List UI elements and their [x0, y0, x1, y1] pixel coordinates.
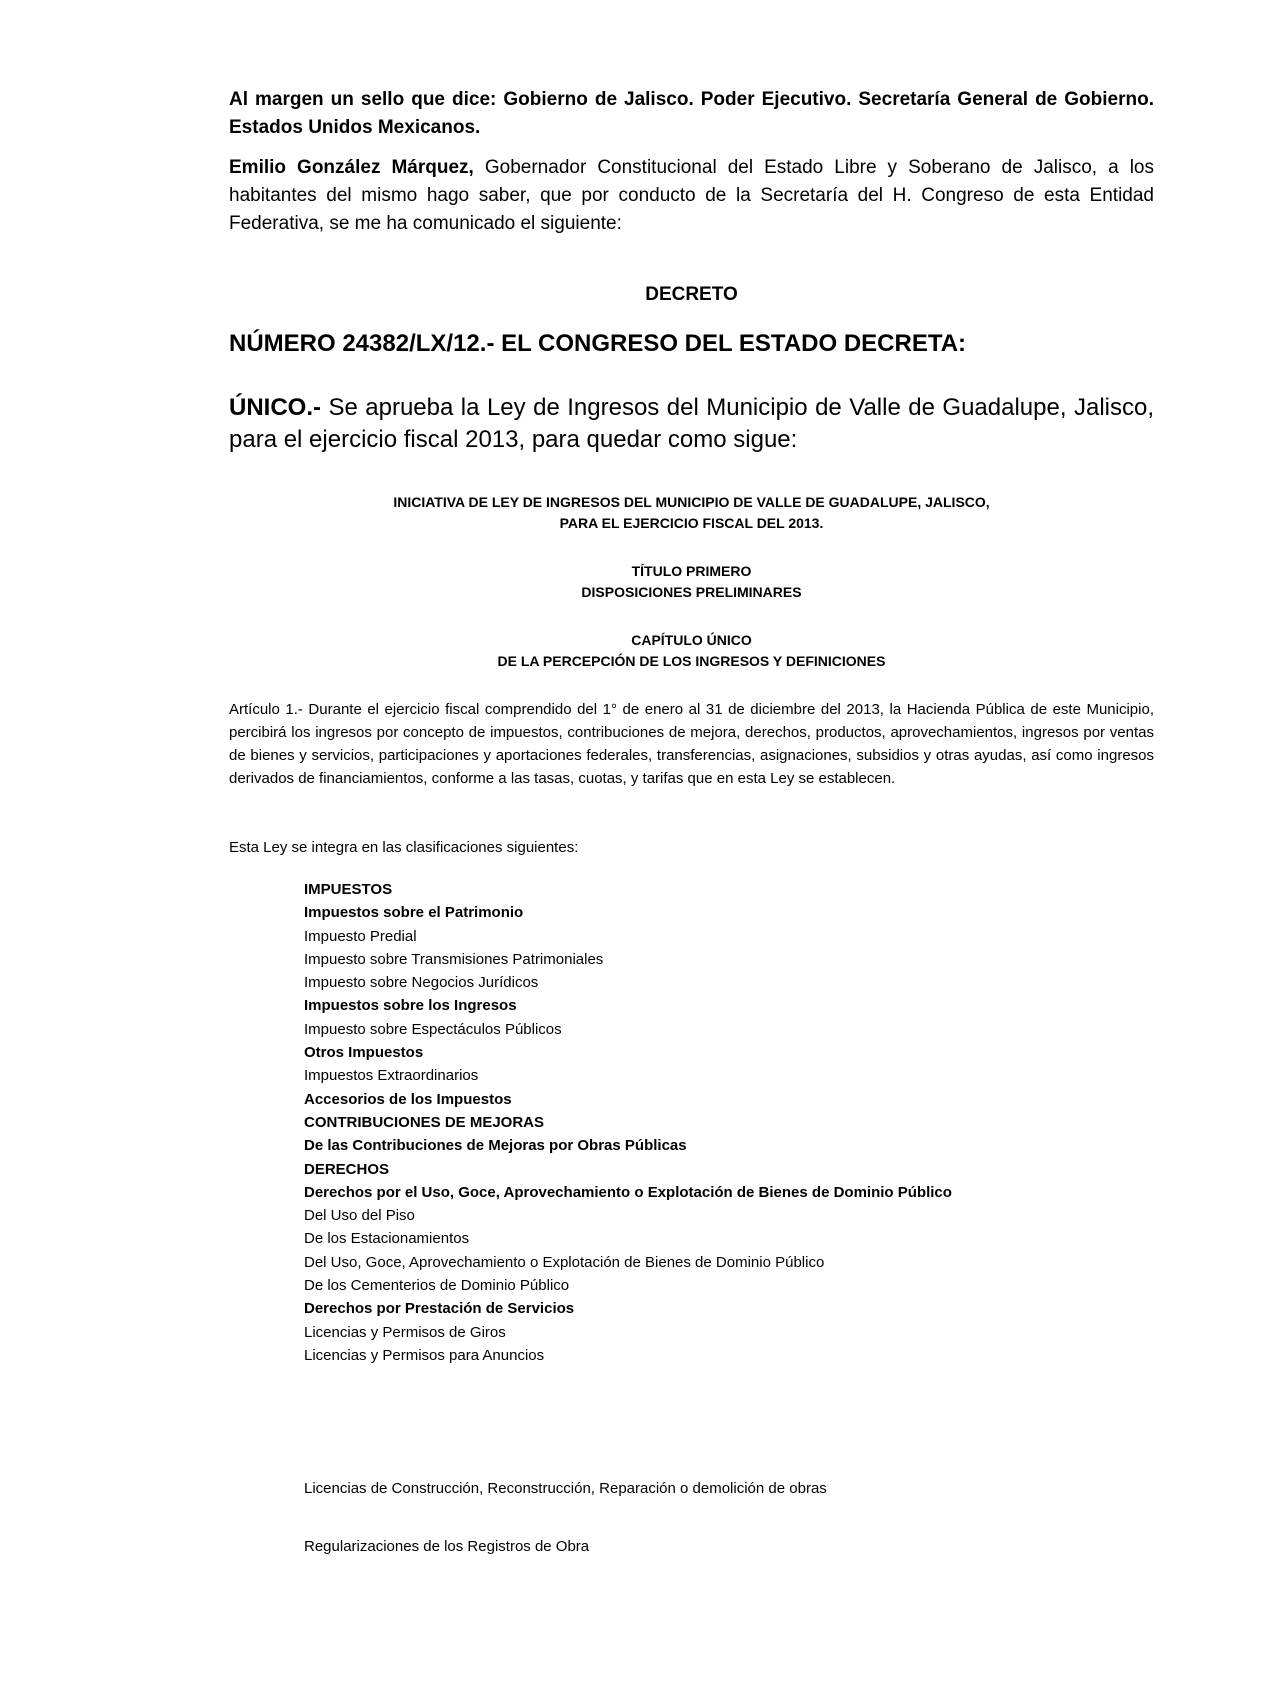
- classification-item: Impuesto sobre Transmisiones Patrimoniales: [304, 950, 604, 968]
- classification-item: Licencias y Permisos de Giros: [304, 1323, 506, 1341]
- chapter-line2: DE LA PERCEPCIÓN DE LOS INGRESOS Y DEFINICIONES: [497, 653, 886, 669]
- classification-item: DERECHOS: [304, 1160, 390, 1178]
- governor-paragraph: [229, 154, 1154, 238]
- title-primero-line1: TÍTULO PRIMERO: [631, 563, 752, 579]
- classification-item: Impuesto Predial: [304, 927, 417, 945]
- classification-list: [304, 878, 952, 1367]
- classification-item: Impuestos Extraordinarios: [304, 1067, 479, 1085]
- classification-intro: Esta Ley se integra en las clasificaciones siguientes:: [229, 839, 579, 856]
- chapter-heading: [229, 630, 1154, 672]
- classification-item: De los Estacionamientos: [304, 1230, 470, 1248]
- unico-text: Se aprueba la Ley de Ingresos del Municipio de Valle de Guadalupe, Jalisco, para el ejercicio fiscal 2013, para quedar como sigue:: [229, 394, 1154, 453]
- classification-item: Accesorios de los Impuestos: [304, 1090, 512, 1108]
- seal-text: Al margen un sello que dice: Gobierno de Jalisco. Poder Ejecutivo. Secretaría General de Gobierno. Estados Unidos Mexicanos.: [229, 89, 1154, 138]
- initiative-title: [229, 492, 1154, 534]
- governor-name: Emilio González Márquez,: [229, 157, 474, 178]
- classification-item: Impuestos sobre los Ingresos: [304, 997, 517, 1015]
- title-primero-line2: DISPOSICIONES PRELIMINARES: [581, 584, 802, 600]
- classification-item: Impuestos sobre el Patrimonio: [304, 904, 524, 922]
- classification-item: CONTRIBUCIONES DE MEJORAS: [304, 1113, 545, 1131]
- governor-text: Gobernador Constitucional del Estado Libre y Soberano de Jalisco, a los habitantes del mismo hago saber, que por conducto de la Secretaría del H. Congreso de esta Entidad Federativa, se me ha comunicado el siguiente:: [229, 157, 1154, 234]
- initiative-title-line1: INICIATIVA DE LEY DE INGRESOS DEL MUNICIPIO DE VALLE DE GUADALUPE, JALISCO,: [393, 494, 990, 510]
- trailing-item: Licencias de Construcción, Reconstrucción, Reparación o demolición de obras: [304, 1480, 827, 1497]
- classification-item: Del Uso del Piso: [304, 1207, 415, 1225]
- decree-number: NÚMERO 24382/LX/12.- EL CONGRESO DEL ESTADO DECRETA:: [229, 330, 967, 357]
- classification-item: Otros Impuestos: [304, 1044, 424, 1062]
- classification-item: De los Cementerios de Dominio Público: [304, 1277, 570, 1295]
- classification-item: Licencias y Permisos para Anuncios: [304, 1346, 545, 1364]
- classification-item: Derechos por Prestación de Servicios: [304, 1300, 575, 1318]
- classification-item: De las Contribuciones de Mejoras por Obras Públicas: [304, 1137, 687, 1155]
- seal-paragraph: [229, 86, 1154, 142]
- unico-paragraph: [229, 392, 1154, 456]
- classification-item: Del Uso, Goce, Aprovechamiento o Explotación de Bienes de Dominio Público: [304, 1253, 825, 1271]
- chapter-line1: CAPÍTULO ÚNICO: [631, 632, 752, 648]
- initiative-title-line2: PARA EL EJERCICIO FISCAL DEL 2013.: [559, 515, 824, 531]
- classification-item: IMPUESTOS: [304, 881, 393, 898]
- classification-item: Impuesto sobre Espectáculos Públicos: [304, 1020, 562, 1038]
- classification-item: Impuesto sobre Negocios Jurídicos: [304, 974, 539, 992]
- unico-label: ÚNICO.-: [229, 394, 321, 421]
- article-1: Artículo 1.- Durante el ejercicio fiscal comprendido del 1° de enero al 31 de diciembre del 2013, la Hacienda Pública de este Municipio, percibirá los ingresos por concepto de impuestos, contribuciones de mejora, derechos, productos, aprovechamientos, ingresos por ventas de bienes y servicios, participaciones y aportaciones federales, transferencias, asignaciones, subsidios y otras ayudas, así como ingresos derivados de financiamientos, conforme a las tasas, cuotas, y tarifas que en esta Ley se establecen.: [229, 701, 1154, 787]
- title-primero: [229, 561, 1154, 603]
- classification-item: Derechos por el Uso, Goce, Aprovechamiento o Explotación de Bienes de Dominio Público: [304, 1183, 952, 1201]
- trailing-item: Regularizaciones de los Registros de Obra: [304, 1538, 590, 1555]
- decree-heading: DECRETO: [645, 284, 738, 305]
